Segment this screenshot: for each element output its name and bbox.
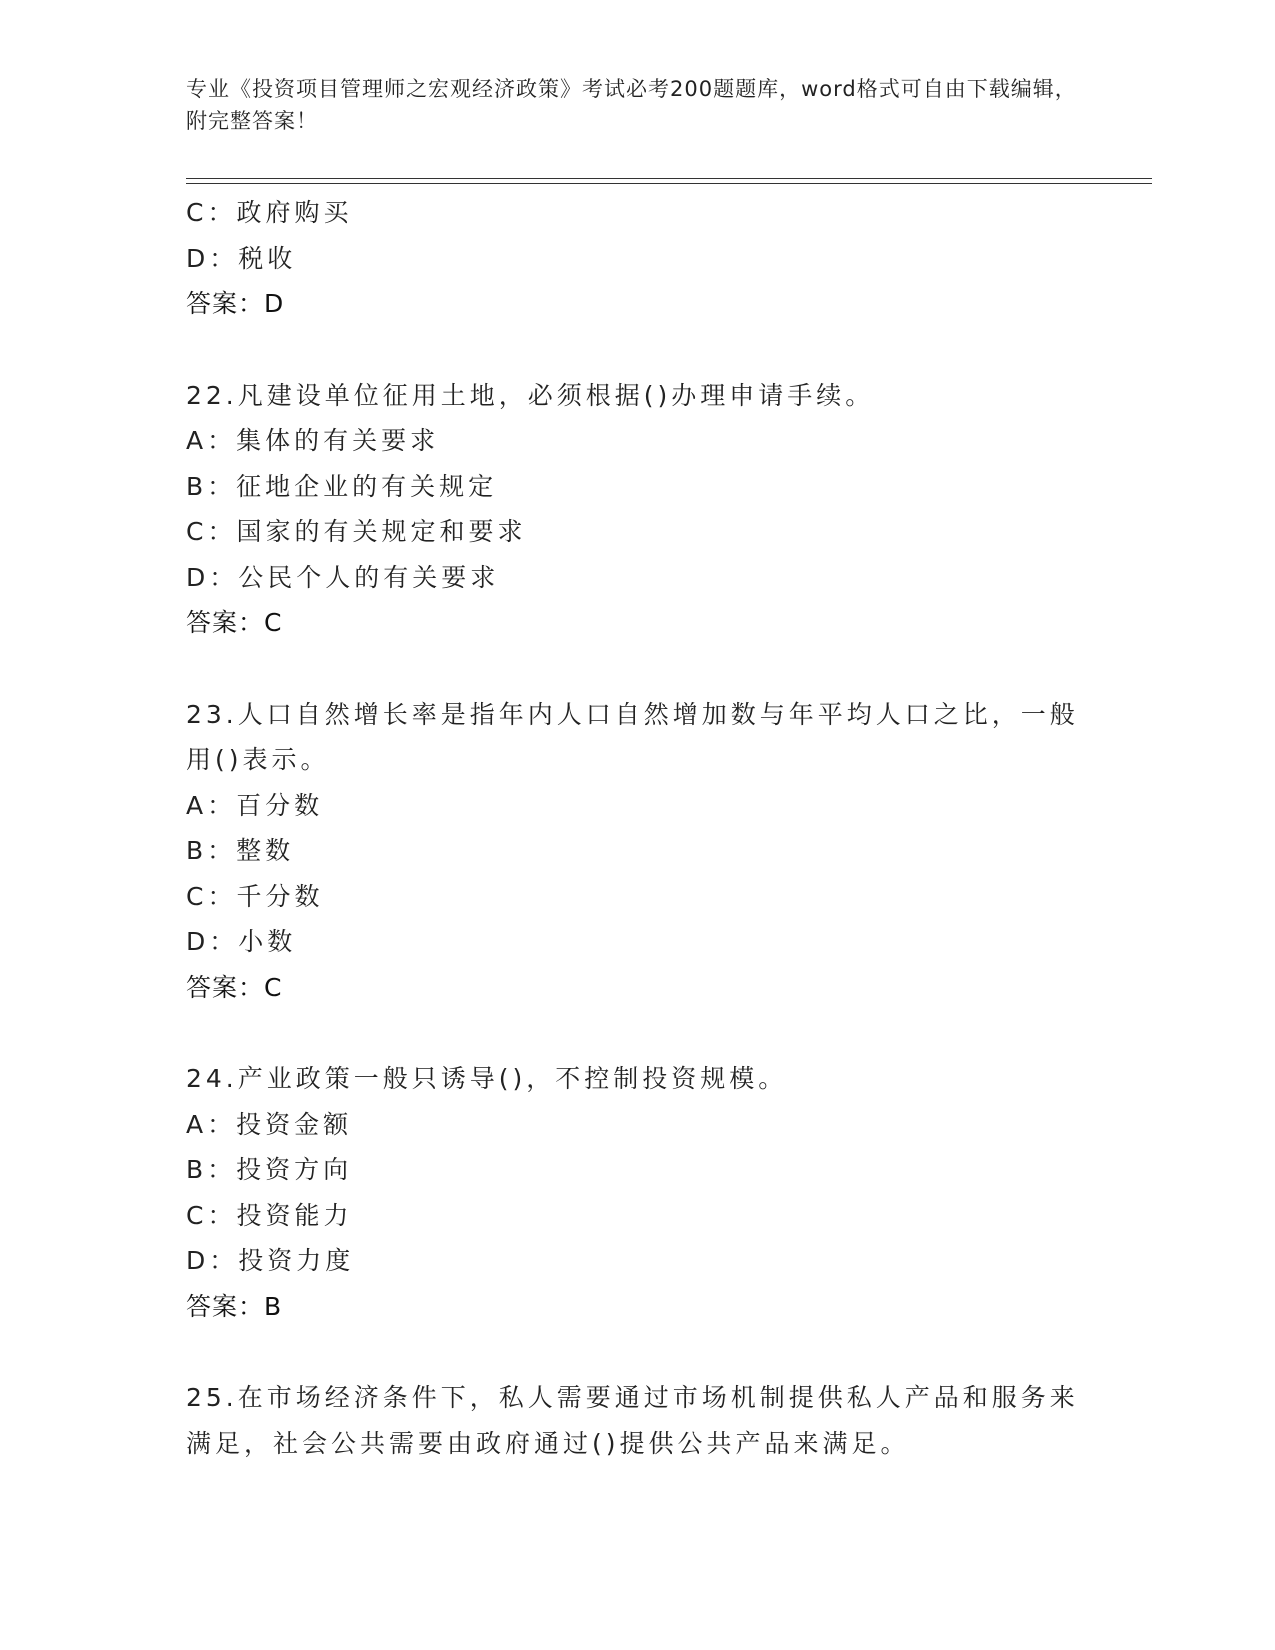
header-divider-top: [186, 178, 1152, 179]
option-c: C：国家的有关规定和要求: [186, 517, 527, 546]
option-a: A：集体的有关要求: [186, 426, 440, 455]
option-d: D：税收: [186, 243, 297, 273]
question-stem: 25.在市场经济条件下，私人需要通过市场机制提供私人产品和服务来满足，社会公共需要由政府通过()提供公共产品来满足。: [186, 1383, 1079, 1458]
answer-line: 答案：C: [186, 608, 283, 637]
option-a: A：投资金额: [186, 1109, 353, 1139]
option-c: C：投资能力: [186, 1200, 353, 1230]
question-stem: 24.产业政策一般只诱导()，不控制投资规模。: [186, 1064, 788, 1093]
option-b: B：征地企业的有关规定: [186, 471, 498, 501]
page-header-title: 专业《投资项目管理师之宏观经济政策》考试必考200题题库，word格式可自由下载编辑，附完整答案！: [186, 77, 1077, 133]
header-divider-bottom: [186, 183, 1152, 184]
spacer: [186, 327, 1086, 373]
question-content: [186, 190, 1086, 1466]
option-d: D：公民个人的有关要求: [186, 562, 500, 592]
question-25: [186, 1375, 1086, 1466]
option-b: B：投资方向: [186, 1155, 353, 1184]
option-d: D：小数: [186, 927, 297, 956]
question-23: [186, 692, 1086, 1011]
option-b: B：整数: [186, 836, 295, 865]
option-c: C：政府购买: [186, 198, 353, 227]
answer-line: 答案：C: [186, 972, 283, 1002]
spacer: [186, 1010, 1086, 1056]
option-c: C：千分数: [186, 881, 324, 911]
question-24: [186, 1056, 1086, 1329]
spacer: [186, 1329, 1086, 1375]
answer-line: 答案：B: [186, 1291, 283, 1321]
answer-line: 答案：D: [186, 289, 285, 318]
question-22: [186, 373, 1086, 646]
question-stem: 22.凡建设单位征用土地，必须根据()办理申请手续。: [186, 380, 875, 410]
option-a: A：百分数: [186, 790, 324, 820]
question-stem: 23.人口自然增长率是指年内人口自然增加数与年平均人口之比，一般用()表示。: [186, 699, 1079, 774]
option-d: D：投资力度: [186, 1246, 355, 1275]
spacer: [186, 646, 1086, 692]
previous-question-tail: [186, 190, 1086, 327]
